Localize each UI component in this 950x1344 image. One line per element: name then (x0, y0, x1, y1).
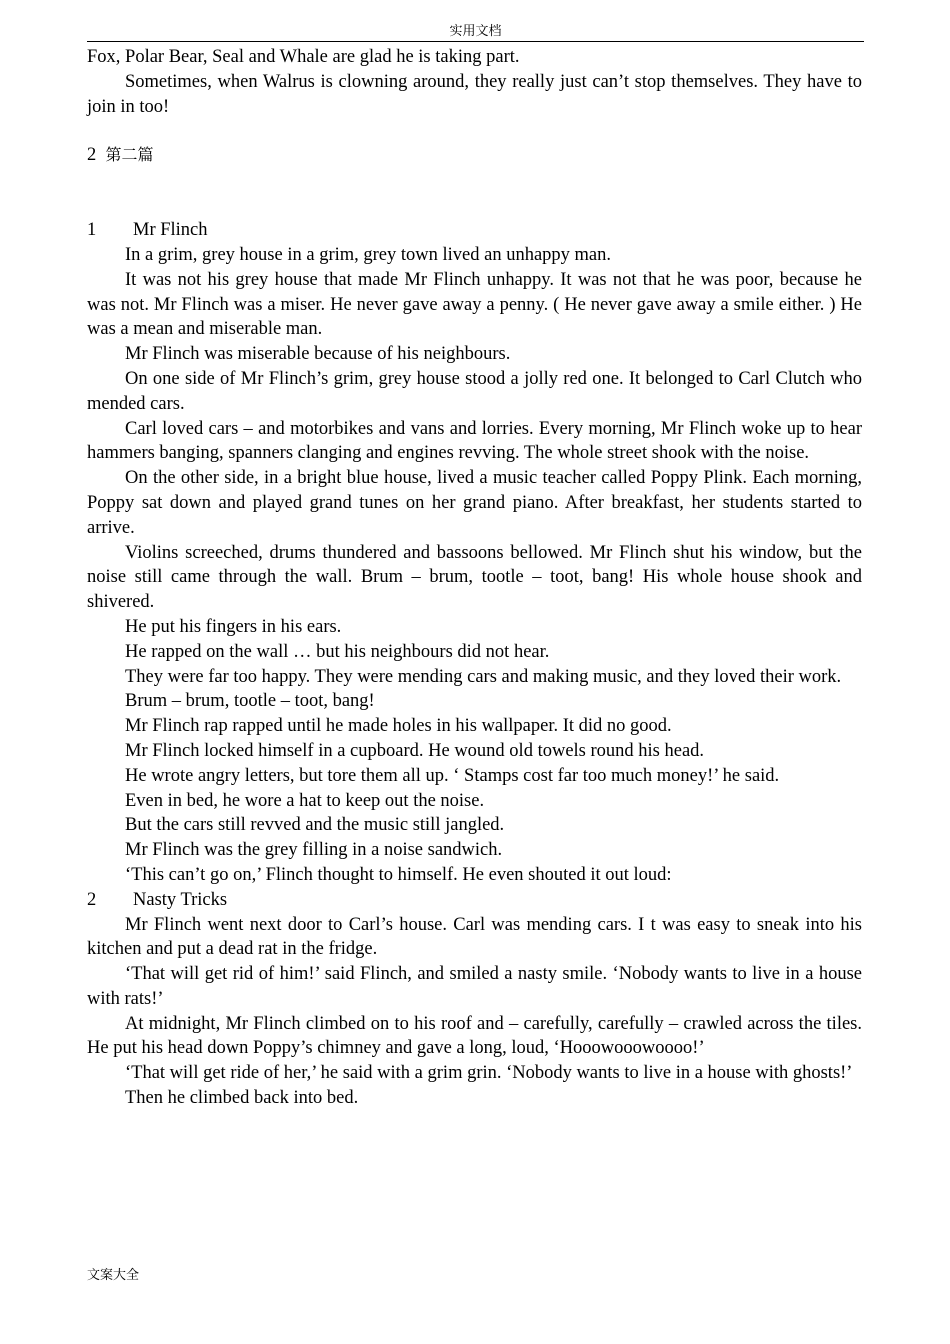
chapter-title: Mr Flinch (133, 220, 208, 241)
paragraph: Then he climbed back into bed. (125, 1088, 359, 1109)
paragraph: Mr Flinch rap rapped until he made holes in his wallpaper. It did no good. (125, 716, 672, 737)
chapter-title: Nasty Tricks (133, 889, 228, 910)
paragraph: Brum – brum, tootle – toot, bang! (125, 691, 375, 712)
paragraph: ‘This can’t go on,’ Flinch thought to himself. He even shouted it out loud: (125, 864, 672, 885)
footer-text: 文案大全 (87, 1268, 140, 1283)
page-footer (87, 1268, 139, 1284)
paragraph: Mr Flinch was the grey filling in a noise sandwich. (125, 840, 503, 861)
paragraph: He put his fingers in his ears. (125, 616, 342, 637)
paragraph: He rapped on the wall … but his neighbours did not hear. (125, 641, 550, 662)
chapter-heading (87, 888, 862, 913)
document-body (87, 45, 862, 1111)
paragraph: It was not his grey house that made Mr Flinch unhappy. It was not that he was poor, because he was not. Mr Flinch was a miser. He never gave away a penny. ( He never gave away a smile either. ) He was a mean and miserable man. (87, 269, 862, 340)
paragraph: ‘That will get ride of her,’ he said with a grim grin. ‘Nobody wants to live in a house with ghosts!’ (125, 1063, 853, 1084)
paragraph: ‘That will get rid of him!’ said Flinch, and smiled a nasty smile. ‘Nobody wants to live in a house with rats!’ (87, 964, 862, 1009)
paragraph: Even in bed, he wore a hat to keep out the noise. (125, 790, 485, 811)
paragraph: They were far too happy. They were mending cars and making music, and they loved their work. (125, 666, 842, 687)
paragraph: Mr Flinch locked himself in a cupboard. He wound old towels round his head. (125, 740, 705, 761)
section-heading (87, 143, 862, 168)
paragraph: Fox, Polar Bear, Seal and Whale are glad he is taking part. (87, 47, 520, 67)
section-title: 第二篇 (105, 145, 154, 165)
paragraph: Mr Flinch went next door to Carl’s house. Carl was mending cars. I t was easy to sneak into his kitchen and put a dead rat in the fridge. (87, 914, 862, 960)
paragraph: Mr Flinch was miserable because of his neighbours. (125, 344, 511, 365)
paragraph: But the cars still revved and the music still jangled. (125, 815, 505, 836)
paragraph: He wrote angry letters, but tore them all up. ‘ Stamps cost far too much money!’ he said. (125, 765, 780, 786)
header-title: 实用文档 (449, 24, 502, 39)
chapter-heading (87, 218, 862, 243)
paragraph: On the other side, in a bright blue house, lived a music teacher called Poppy Plink. Each morning, Poppy sat down and played grand tunes on her grand piano. After breakfast, her students started to arrive. (87, 468, 862, 538)
paragraph: On one side of Mr Flinch’s grim, grey house stood a jolly red one. It belonged to Carl Clutch who mended cars. (87, 368, 862, 414)
section-number: 2 (87, 145, 97, 166)
paragraph: At midnight, Mr Flinch climbed on to his roof and – carefully, carefully – crawled across the tiles. He put his head down Poppy’s chimney and gave a long, loud, ‘Hooowooowoooo!’ (87, 1013, 862, 1059)
page-header (87, 24, 864, 42)
chapter-number: 2 (87, 889, 97, 910)
chapter-number: 1 (87, 220, 97, 241)
paragraph: Carl loved cars – and motorbikes and vans and lorries. Every morning, Mr Flinch woke up to hear hammers banging, spanners clanging and engines revving. The whole street shook with the noise. (87, 418, 862, 464)
paragraph: Sometimes, when Walrus is clowning around, they really just can’t stop themselves. They have to join in too! (87, 71, 862, 117)
paragraph: In a grim, grey house in a grim, grey town lived an unhappy man. (125, 244, 612, 265)
paragraph: Violins screeched, drums thundered and bassoons bellowed. Mr Flinch shut his window, but the noise still came through the wall. Brum – brum, tootle – toot, bang! His whole house shook and shivered. (87, 542, 862, 613)
